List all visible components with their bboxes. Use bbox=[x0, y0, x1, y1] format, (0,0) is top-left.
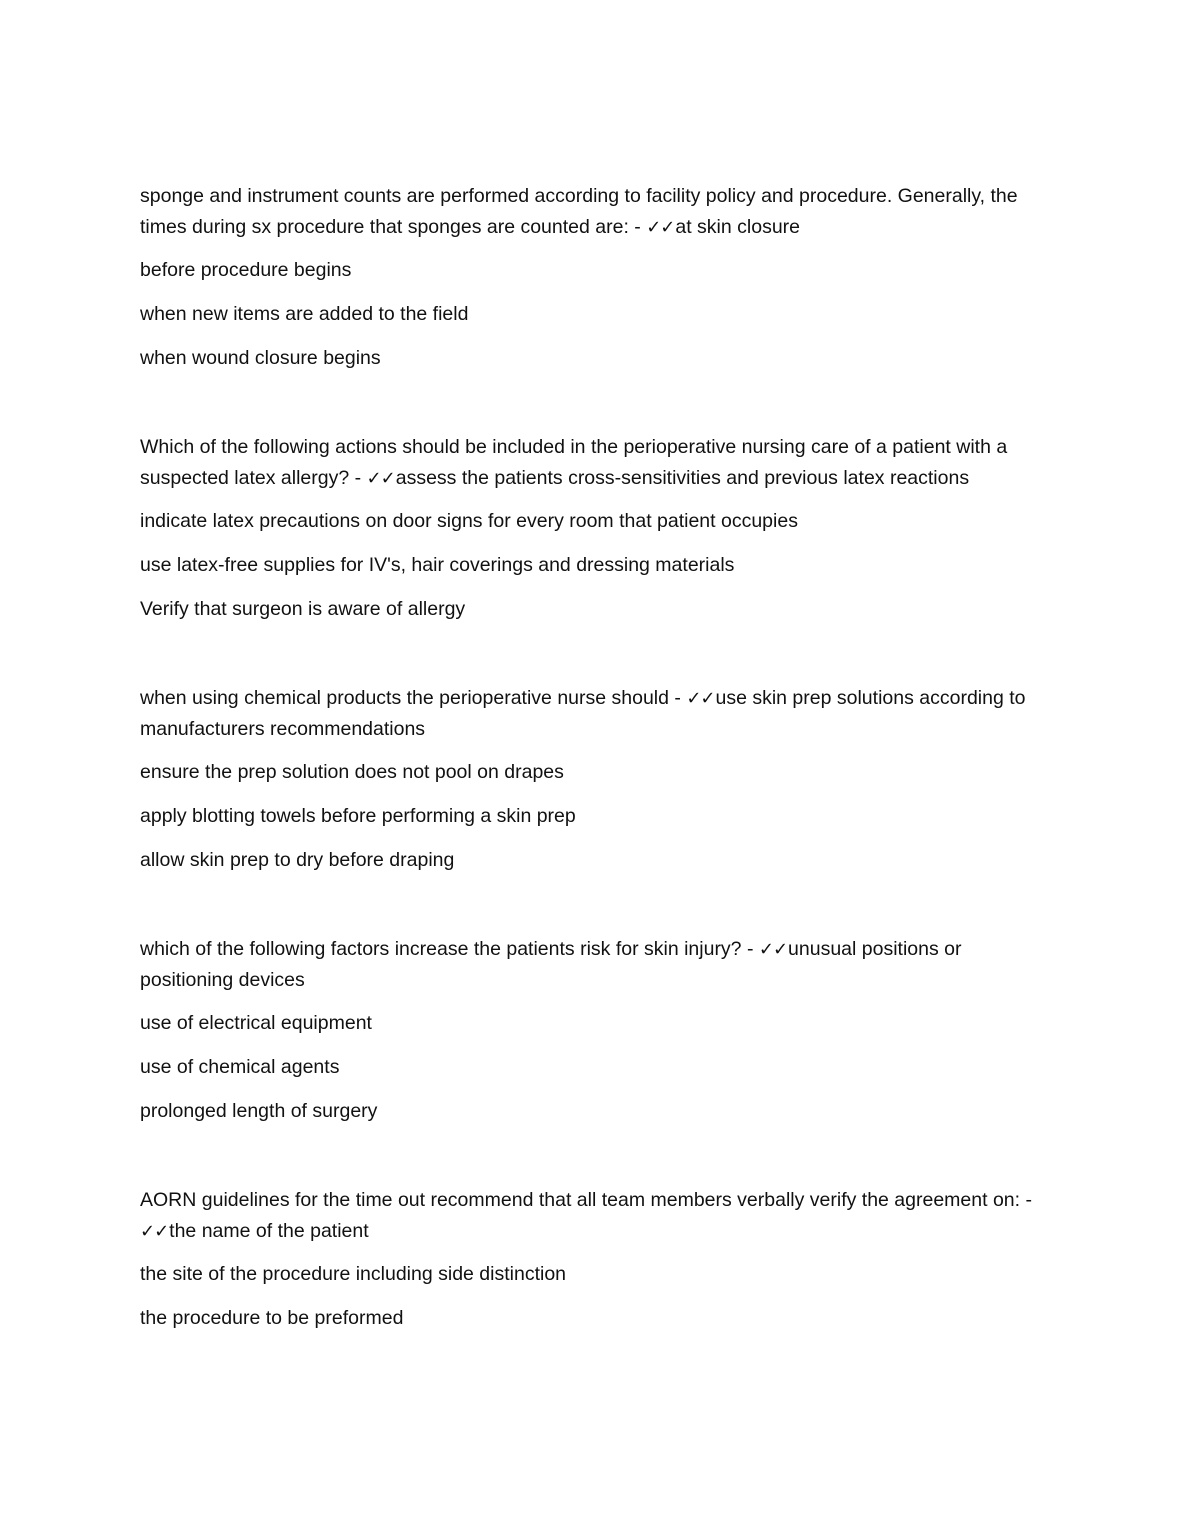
answer-line: when wound closure begins bbox=[140, 347, 381, 369]
answer-line: the site of the procedure including side distinction bbox=[140, 1263, 567, 1285]
double-check-icon: ✓✓ bbox=[686, 688, 715, 709]
double-check-icon: ✓✓ bbox=[646, 217, 675, 238]
correct-answer: use skin prep solutions according to manufacturers recommendations bbox=[140, 687, 1026, 740]
question-block-5 bbox=[140, 1185, 1050, 1334]
question-block-4 bbox=[140, 934, 1050, 1127]
correct-answer: assess the patients cross-sensitivities and previous latex reactions bbox=[395, 467, 970, 489]
double-check-icon: ✓✓ bbox=[140, 1221, 169, 1242]
correct-answer: the name of the patient bbox=[169, 1220, 369, 1242]
answer-line: before procedure begins bbox=[140, 259, 352, 281]
answer-line: apply blotting towels before performing a skin prep bbox=[140, 805, 576, 827]
question-prompt: when using chemical products the perioperative nurse should - bbox=[140, 687, 687, 709]
answer-line: Verify that surgeon is aware of allergy bbox=[140, 598, 466, 620]
question-prompt: AORN guidelines for the time out recommend that all team members verbally verify the agreement on: - bbox=[140, 1189, 1032, 1211]
answer-line: use latex-free supplies for IV's, hair coverings and dressing materials bbox=[140, 554, 735, 576]
question-text bbox=[140, 432, 1050, 494]
answer-line: when new items are added to the field bbox=[140, 303, 469, 325]
question-prompt: sponge and instrument counts are performed according to facility policy and procedure. Generally, the times during sx procedure that sponges are counted are: - bbox=[140, 185, 1018, 238]
answer-line: use of electrical equipment bbox=[140, 1012, 372, 1034]
question-prompt: which of the following factors increase the patients risk for skin injury? - bbox=[140, 938, 759, 960]
question-text bbox=[140, 934, 1050, 996]
answer-line: allow skin prep to dry before draping bbox=[140, 849, 455, 871]
question-text bbox=[140, 181, 1050, 243]
double-check-icon: ✓✓ bbox=[758, 939, 788, 960]
question-block-1 bbox=[140, 181, 1050, 374]
correct-answer: at skin closure bbox=[675, 216, 801, 238]
question-block-3 bbox=[140, 683, 1050, 876]
double-check-icon: ✓✓ bbox=[366, 468, 395, 489]
answer-line: the procedure to be preformed bbox=[140, 1307, 404, 1329]
answer-line: ensure the prep solution does not pool on drapes bbox=[140, 761, 564, 783]
document-content bbox=[140, 181, 1050, 1392]
question-prompt: Which of the following actions should be included in the perioperative nursing care of a patient with a suspected latex allergy? - bbox=[140, 436, 1008, 489]
answer-line: use of chemical agents bbox=[140, 1056, 340, 1078]
question-text bbox=[140, 683, 1050, 745]
question-block-2 bbox=[140, 432, 1050, 625]
answer-line: prolonged length of surgery bbox=[140, 1100, 378, 1122]
correct-answer: unusual positions or positioning devices bbox=[140, 938, 962, 991]
question-text bbox=[140, 1185, 1050, 1247]
answer-line: indicate latex precautions on door signs for every room that patient occupies bbox=[140, 510, 798, 532]
